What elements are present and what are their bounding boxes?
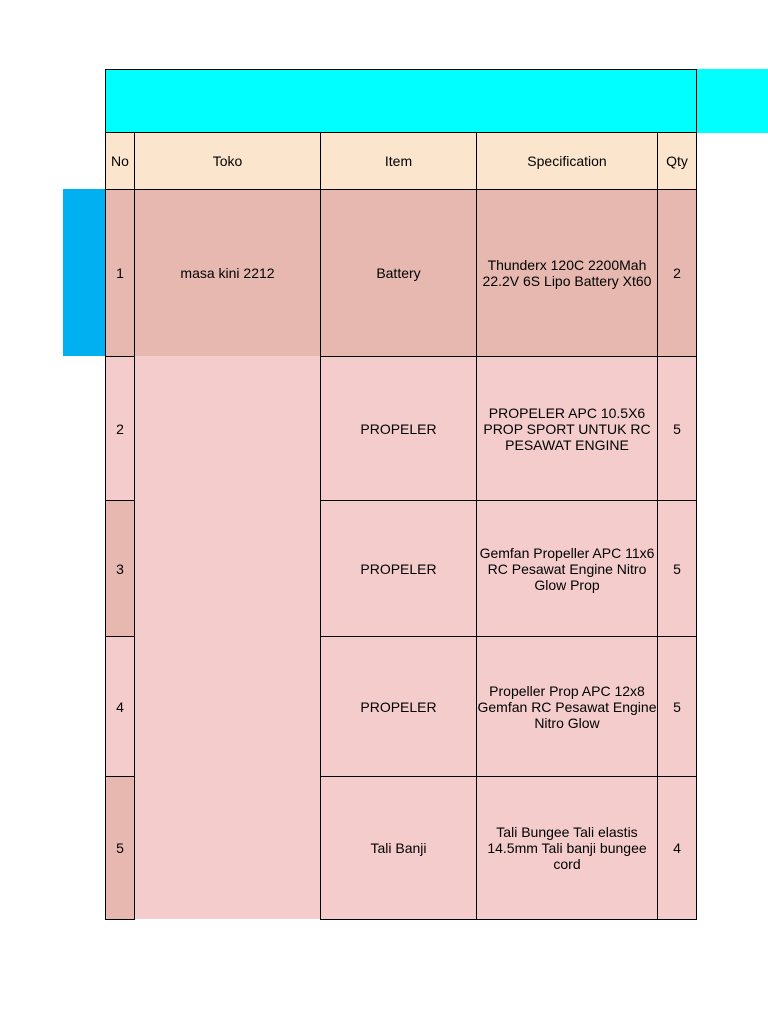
cell-no[interactable]: 4 [105, 636, 135, 777]
row-selection-marker [63, 189, 105, 356]
cell-qty[interactable]: 2 [657, 189, 697, 357]
header-item[interactable]: Item [320, 132, 477, 190]
header-no[interactable]: No [105, 132, 135, 190]
cell-toko[interactable]: masa kini 2212 [134, 189, 321, 357]
cell-specification[interactable]: Tali Bungee Tali elastis 14.5mm Tali banji bungee cord [476, 776, 658, 920]
cell-qty[interactable]: 4 [657, 776, 697, 920]
cell-item[interactable]: Battery [320, 189, 477, 357]
cell-item[interactable]: PROPELER [320, 500, 477, 637]
cell-no[interactable]: 2 [105, 356, 135, 501]
cell-toko-merged[interactable] [134, 356, 321, 919]
cell-qty[interactable]: 5 [657, 356, 697, 501]
cell-no[interactable]: 1 [105, 189, 135, 357]
cell-qty[interactable]: 5 [657, 636, 697, 777]
title-banner-border [105, 69, 697, 133]
header-qty[interactable]: Qty [657, 132, 697, 190]
header-toko[interactable]: Toko [134, 132, 321, 190]
cell-specification[interactable]: Gemfan Propeller APC 11x6 RC Pesawat Engine Nitro Glow Prop [476, 500, 658, 637]
cell-item[interactable]: PROPELER [320, 636, 477, 777]
header-specification[interactable]: Specification [476, 132, 658, 190]
cell-qty[interactable]: 5 [657, 500, 697, 637]
cell-specification[interactable]: Propeller Prop APC 12x8 Gemfan RC Pesawat Engine Nitro Glow [476, 636, 658, 777]
cell-no[interactable]: 3 [105, 500, 135, 637]
cell-item[interactable]: PROPELER [320, 356, 477, 501]
cell-no[interactable]: 5 [105, 776, 135, 920]
cell-specification[interactable]: Thunderx 120C 2200Mah 22.2V 6S Lipo Battery Xt60 [476, 189, 658, 357]
cell-item[interactable]: Tali Banji [320, 776, 477, 920]
cell-specification[interactable]: PROPELER APC 10.5X6 PROP SPORT UNTUK RC PESAWAT ENGINE [476, 356, 658, 501]
